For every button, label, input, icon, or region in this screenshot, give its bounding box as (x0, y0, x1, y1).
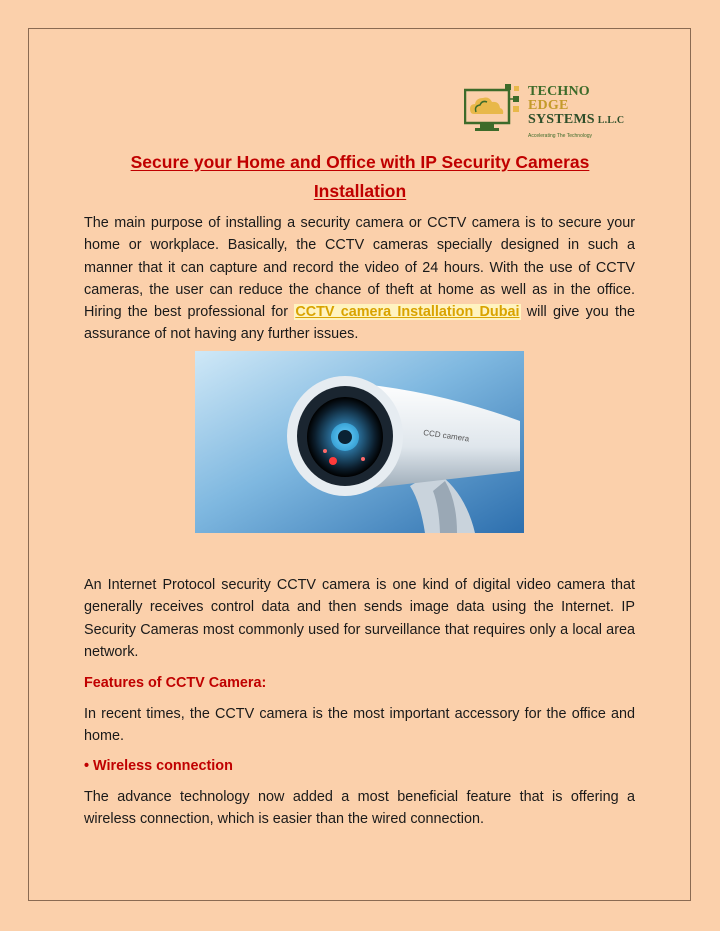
cloud-monitor-icon (464, 84, 522, 136)
logo-llc: L.L.C (597, 115, 625, 126)
camera-body-label: CCD camera (422, 428, 470, 444)
cctv-installation-link[interactable]: CCTV camera Installation Dubai (295, 304, 520, 321)
wireless-paragraph: The advance technology now added a most beneficial feature that is offering a wireless connection, which is easier than the wired connection. (84, 789, 635, 828)
logo-line-edge: EDGE (528, 98, 569, 113)
cctv-camera-photo (195, 351, 524, 533)
recent-times-paragraph: In recent times, the CCTV camera is the most important accessory for the office and home. (84, 706, 635, 745)
page-title: Secure your Home and Office with IP Security Cameras Installation (130, 152, 590, 201)
intro-text-before: The main purpose of installing a security camera or CCTV camera is to secure your home or workplace. Basically, the CCTV cameras specially designed in such a manner that it can capture and record the video of 24 hours. With the use of CCTV cameras, the user can reduce the chance of theft at home as well as in the office. Hiring the best professional for (84, 215, 635, 321)
logo-line-systems (528, 113, 624, 128)
company-logo (464, 84, 634, 139)
intro-text-after: will give you the assurance of not having any further issues. (84, 304, 636, 343)
logo-wordmark (528, 85, 624, 143)
logo-tagline: Accelerating The Technology (528, 133, 593, 139)
logo-systems-text: SYSTEMS (528, 112, 595, 127)
ip-camera-paragraph: An Internet Protocol security CCTV camera is one kind of digital video camera that generally receives control data and then sends image data using the Internet. IP Security Cameras most commonly used for surveillance that requires only a local area network. (84, 577, 635, 660)
wireless-connection-heading: • Wireless connection (84, 758, 233, 774)
features-heading: Features of CCTV Camera: (84, 675, 267, 691)
logo-line-techno: TECHNO (528, 84, 590, 99)
intro-paragraph (84, 212, 635, 346)
